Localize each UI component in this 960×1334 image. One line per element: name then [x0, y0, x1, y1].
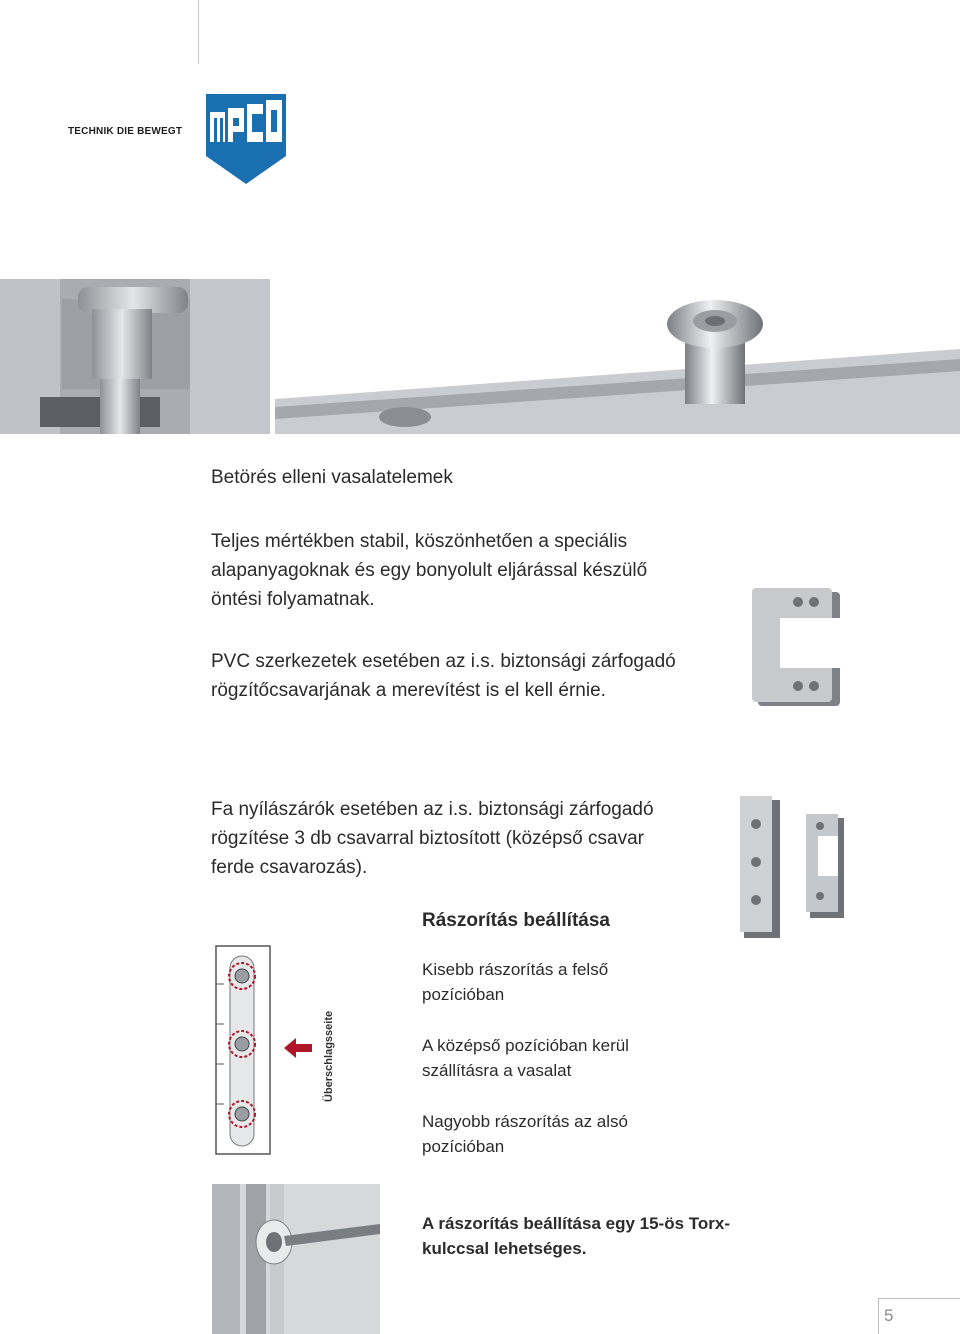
- keeper-image-pvc: [752, 588, 844, 710]
- torx-adjustment-photo: [212, 1184, 380, 1334]
- header-divider: [198, 0, 199, 64]
- brand-tagline: TECHNIK DIE BEWEGT: [68, 126, 183, 137]
- product-photo-locking-cam: [0, 279, 270, 434]
- paragraph-wood: Fa nyílászárók esetében az i.s. biztonsági zárfogadó rögzítése 3 db csavarral biztosított (középső csavar ferde csavarozás).: [211, 799, 654, 878]
- adjustment-diagram: [212, 944, 342, 1158]
- paragraph-stability: Teljes mértékben stabil, köszönhetően a speciális alapanyagoknak és egy bonyolult eljárással készülő öntési folyamatnak.: [211, 531, 648, 610]
- section-heading: Betörés elleni vasalatelemek: [211, 467, 453, 488]
- paragraph-pvc: PVC szerkezetek esetében az i.s. biztonsági zárfogadó rögzítőcsavarjának a merevítést is el kell érnie.: [211, 651, 676, 701]
- torx-note: A rászorítás beállítása egy 15-ös Torx-kulccsal lehetséges.: [422, 1214, 731, 1258]
- product-photo-mushroom-cam: [275, 279, 960, 434]
- maco-logo: [206, 94, 286, 184]
- keeper-image-wood: [740, 796, 848, 940]
- adjustment-middle: A középső pozícióban kerül szállításra a vasalat: [422, 1036, 629, 1080]
- adjustment-title: Rászorítás beállítása: [422, 910, 610, 931]
- page-number: 5: [884, 1306, 894, 1325]
- adjustment-lower: Nagyobb rászorítás az alsó pozícióban: [422, 1112, 628, 1156]
- diagram-label: Überschlagsseite: [323, 1010, 335, 1102]
- arrow-icon: [284, 1038, 312, 1058]
- adjustment-upper: Kisebb rászorítás a felső pozícióban: [422, 960, 609, 1004]
